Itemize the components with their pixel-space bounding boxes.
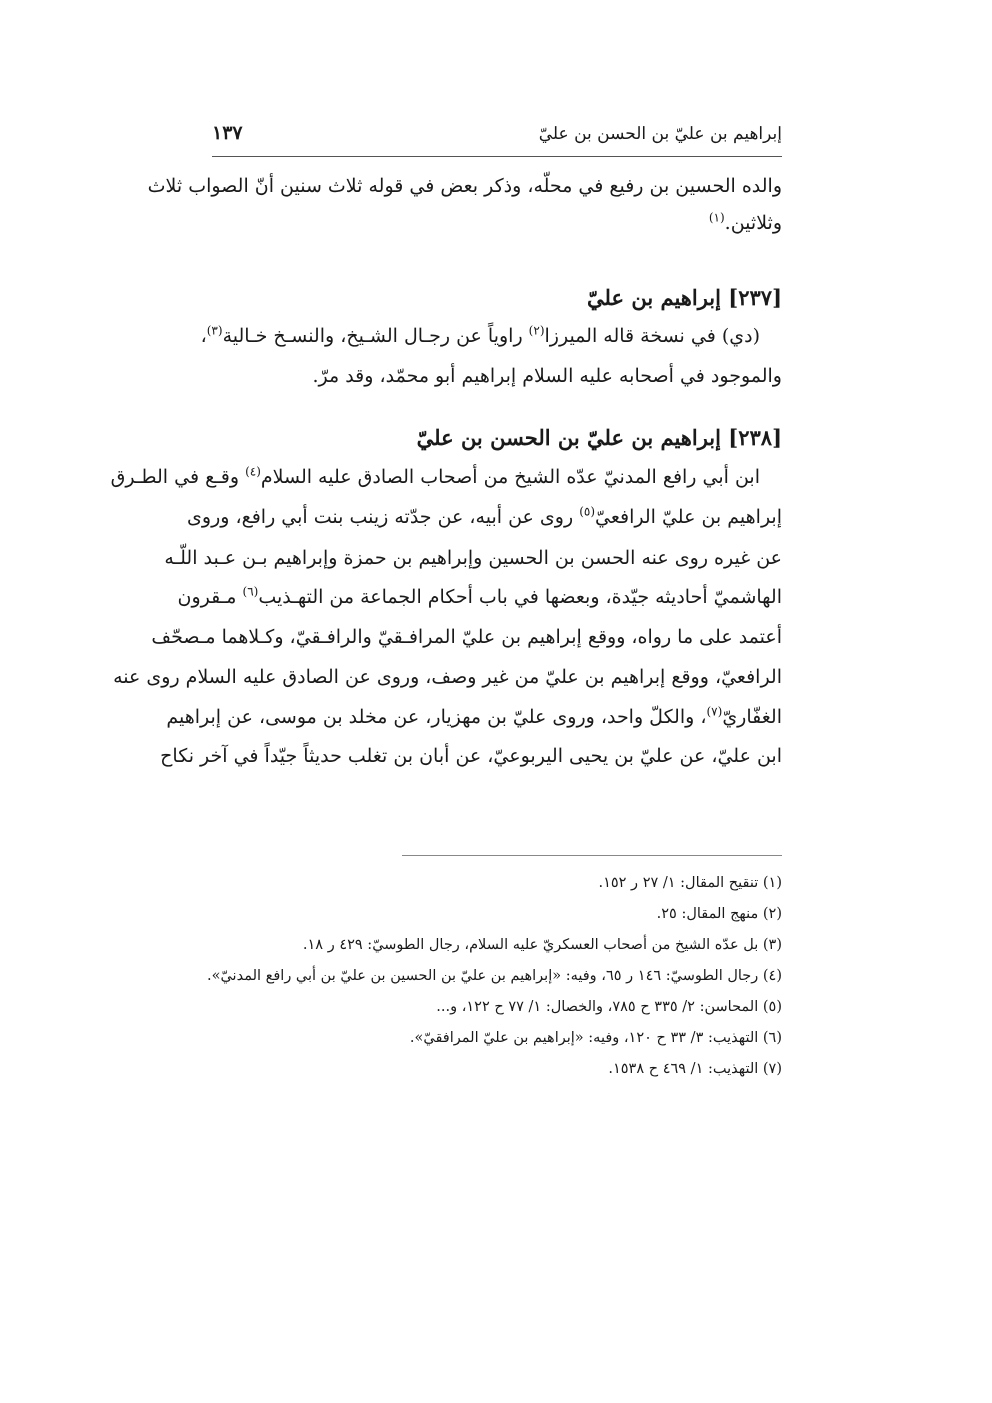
entry-237-line-1: (دي) في نسخة قاله الميرزا$^{(٢)}$ راوياً عن رجـال الشـيخ، والنسـخ خـالية$^{(٣)}$، (200, 323, 760, 347)
entry-238-line-5: أعتمد على ما رواه، ووقع إبراهيم بن عليّ المرافـقيّ والرافـقيّ، وكـلاهما مـصحّف (151, 626, 782, 648)
entry-238-line-4: الهاشميّ أحاديثه جيّدة، وبعضها في باب أحكام الجماعة من التهـذيب$^{(٦)}$ مـقرون (177, 584, 782, 608)
footnote-ref: (٤) (245, 464, 261, 479)
footnote-5: (٥) المحاسن: ٢/ ٣٣٥ ح ٧٨٥، والخصال: ١/ ٧٧ ح ١٢٢، و... (436, 999, 782, 1015)
intro-line-1: والده الحسين بن رفيع في محلّه، وذكر بعض في قوله ثلاث سنين أنّ الصواب ثلاث (147, 175, 782, 197)
footnote-1: (١) تنقيح المقال: ١/ ٢٧ ر ١٥٢. (598, 875, 782, 891)
entry-238-line-6: الرافعيّ، ووقع إبراهيم بن عليّ من غير وصف، وروى عن الصادق عليه السلام روى عنه (113, 666, 782, 688)
footnote-6: (٦) التهذيب: ٣/ ٣٣ ح ١٢٠، وفيه: «إبراهيم بن عليّ المرافقيّ». (409, 1030, 782, 1046)
footnote-3: (٣) بل عدّه الشيخ من أصحاب العسكريّ عليه السلام، رجال الطوسيّ: ٤٢٩ ر ١٨. (302, 937, 782, 953)
footnote-2: (٢) منهج المقال: ٢٥. (656, 906, 782, 922)
entry-237-heading: [٢٣٧] إبراهيم بن عليّ (587, 285, 782, 310)
footnote-ref: (٦) (242, 584, 259, 599)
footnotes (206, 868, 782, 1085)
footnote-4: (٤) رجال الطوسيّ: ١٤٦ ر ٦٥، وفيه: «إبراهيم بن عليّ بن الحسين بن عليّ بن أبي رافع المدنيّ». (206, 968, 782, 984)
entry-238-line-1: ابن أبي رافع المدنيّ عدّه الشيخ من أصحاب الصادق عليه السلام$^{(٤)}$ وقـع في الطـرق (110, 464, 760, 488)
footnote-separator (402, 855, 782, 856)
footnote-ref: (٥) (579, 504, 596, 519)
entry-238-line-8: ابن عليّ، عن عليّ بن يحيى اليربوعيّ، عن أبان بن تغلب حديثاً جيّداً في آخر نكاح (160, 745, 782, 767)
entry-238-line-2: إبراهيم بن عليّ الرافعيّ$^{(٥)}$ روى عن أبيه، عن جدّته زينب بنت أبي رافع، وروى (187, 504, 782, 528)
entry-237-line-2: والموجود في أصحابه عليه السلام إبراهيم أبو محمّد، وقد مرّ. (312, 365, 782, 387)
footnote-ref: (٣) (206, 323, 223, 338)
page-number: ١٣٧ (212, 122, 243, 144)
footnote-ref: (٢) (528, 323, 545, 338)
running-title: إبراهيم بن عليّ بن الحسن بن عليّ (538, 124, 782, 144)
entry-238-line-3: عن غيره روى عنه الحسن بن الحسين وإبراهيم بن حمزة وإبراهيم بـن عـبد اللّـه (164, 547, 782, 569)
entry-238-heading: [٢٣٨] إبراهيم بن عليّ بن الحسن بن عليّ (416, 425, 782, 450)
intro-line-2: وثلاثين.$^{(١)}$ (708, 210, 782, 234)
footnote-ref: (١) (708, 210, 725, 225)
page-header (212, 120, 782, 157)
footnote-7: (٧) التهذيب: ١/ ٤٦٩ ح ١٥٣٨. (608, 1061, 782, 1077)
footnote-ref: (٧) (706, 704, 723, 719)
entry-238-line-7: الغفّاريّ$^{(٧)}$، والكلّ واحد، وروى عليّ بن مهزيار، عن مخلد بن موسى، عن إبراهيم (166, 704, 782, 728)
